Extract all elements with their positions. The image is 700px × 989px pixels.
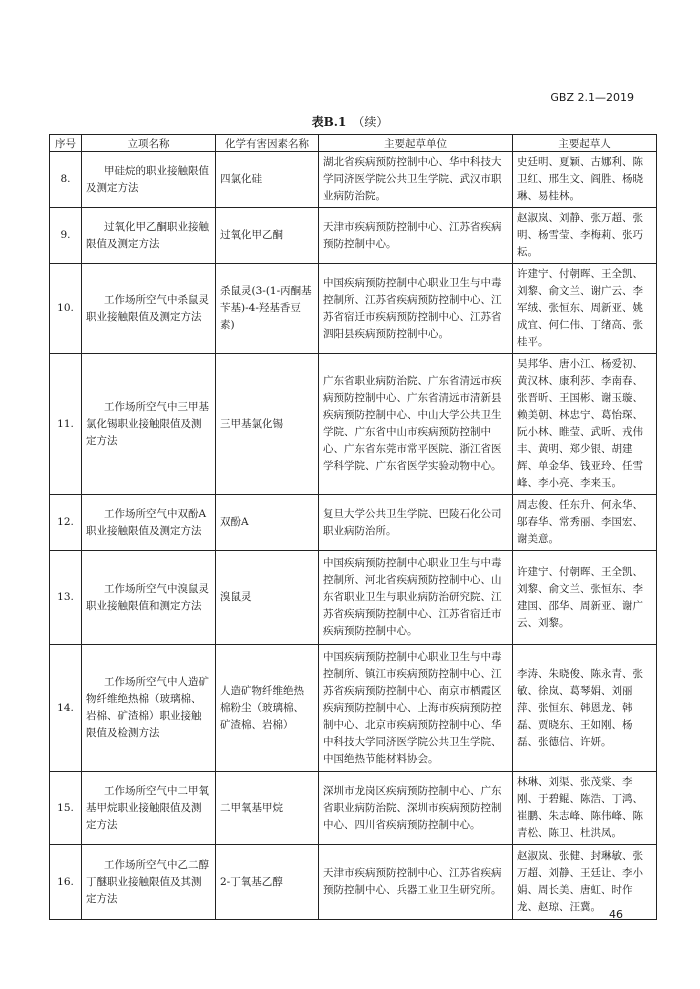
- header-drafting-units: 主要起草单位: [319, 135, 513, 152]
- row-chemical-agent: 过氧化甲乙酮: [216, 208, 319, 264]
- row-drafting-units: 中国疾病预防控制中心职业卫生与中毒控制所、江苏省疾病预防控制中心、江苏省宿迁市疾病预防控制中心、江苏省泗阳县疾病预防控制中心。: [319, 264, 513, 354]
- row-drafters: 许建宁、付朝晖、王全凯、刘黎、俞文兰、张恒东、李建国、邵华、周新亚、谢广云、刘黎。: [513, 551, 657, 645]
- table-row: [50, 495, 657, 551]
- table-row: [50, 772, 657, 845]
- row-drafting-units: 深圳市龙岗区疾病预防控制中心、广东省职业病防治院、深圳市疾病预防控制中心、四川省疾病预防控制中心。: [319, 772, 513, 845]
- table-caption: [0, 113, 700, 130]
- table-row: [50, 152, 657, 208]
- table-header-row: [50, 135, 657, 152]
- row-drafting-units: 广东省职业病防治院、广东省清远市疾病预防控制中心、广东省清远市清新县疾病预防控制中心、中山大学公共卫生学院、广东省中山市疾病预防控制中心、广东省东莞市常平医院、浙江省医学科学院、广东省医学实验动物中心。: [319, 354, 513, 495]
- header-project-name: 立项名称: [82, 135, 216, 152]
- row-drafters: 史廷明、夏颖、古娜利、陈卫红、邢生文、阎胜、杨晓琳、易桂林。: [513, 152, 657, 208]
- row-project-name: 工作场所空气中乙二醇丁醚职业接触限值及其测定方法: [82, 845, 216, 920]
- row-chemical-agent: 人造矿物纤维绝热棉粉尘（玻璃棉、矿渣棉、岩棉）: [216, 645, 319, 772]
- row-project-name: 工作场所空气中人造矿物纤维绝热棉（玻璃棉、岩棉、矿渣棉）职业接触限值及检测方法: [82, 645, 216, 772]
- row-chemical-agent: 双酚A: [216, 495, 319, 551]
- table-row: [50, 354, 657, 495]
- page-number: 46: [609, 908, 623, 921]
- row-project-name: 工作场所空气中双酚A职业接触限值及测定方法: [82, 495, 216, 551]
- row-project-name: 过氧化甲乙酮职业接触限值及测定方法: [82, 208, 216, 264]
- row-project-name: 工作场所空气中三甲基氯化锡职业接触限值及测定方法: [82, 354, 216, 495]
- table-row: [50, 645, 657, 772]
- row-chemical-agent: 三甲基氯化锡: [216, 354, 319, 495]
- table-caption-continued: （续）: [352, 115, 389, 129]
- row-seq: 9.: [50, 208, 82, 264]
- standard-code: GBZ 2.1—2019: [550, 91, 634, 104]
- row-project-name: 甲硅烷的职业接触限值及测定方法: [82, 152, 216, 208]
- header-seq: 序号: [50, 135, 82, 152]
- table-row: [50, 845, 657, 920]
- row-seq: 10.: [50, 264, 82, 354]
- row-drafting-units: 中国疾病预防控制中心职业卫生与中毒控制所、镇江市疾病预防控制中心、江苏省疾病预防控制中心、南京市栖霞区疾病预防控制中心、上海市疾病预防控制中心、北京市疾病预防控制中心、华中科技大学同济医学院公共卫生学院、中国绝热节能材料协会。: [319, 645, 513, 772]
- row-drafters: 吴邦华、唐小江、杨爱初、黄汉林、康利莎、李南春、张晋昕、王国彬、谢玉璇、赖美朝、林忠宁、葛怡琛、阮小林、睢莹、武昕、戎伟丰、黄明、郑少银、胡建辉、单金华、钱亚玲、任雪峰、李小亮、李来玉。: [513, 354, 657, 495]
- table-row: [50, 208, 657, 264]
- row-drafters: 林琳、刘渠、张茂棠、李刚、于碧鲲、陈浩、丁鸿、崔鹏、朱志峰、陈伟峰、陈青松、陈卫、杜洪凤。: [513, 772, 657, 845]
- drafters-table: [49, 134, 657, 920]
- row-chemical-agent: 溴鼠灵: [216, 551, 319, 645]
- row-seq: 15.: [50, 772, 82, 845]
- row-seq: 14.: [50, 645, 82, 772]
- row-seq: 11.: [50, 354, 82, 495]
- row-project-name: 工作场所空气中溴鼠灵职业接触限值和测定方法: [82, 551, 216, 645]
- row-drafters: 许建宁、付朝晖、王全凯、刘黎、俞文兰、谢广云、李军绒、张恒东、周新亚、姚成宜、何仁伟、丁绪高、张桂平。: [513, 264, 657, 354]
- row-chemical-agent: 二甲氧基甲烷: [216, 772, 319, 845]
- row-chemical-agent: 四氯化硅: [216, 152, 319, 208]
- header-chemical-agent: 化学有害因素名称: [216, 135, 319, 152]
- row-seq: 8.: [50, 152, 82, 208]
- row-seq: 12.: [50, 495, 82, 551]
- row-project-name: 工作场所空气中杀鼠灵职业接触限值及测定方法: [82, 264, 216, 354]
- row-drafting-units: 中国疾病预防控制中心职业卫生与中毒控制所、河北省疾病预防控制中心、山东省职业卫生与职业病防治研究院、江苏省疾病预防控制中心、江苏省宿迁市疾病预防控制中心。: [319, 551, 513, 645]
- row-seq: 16.: [50, 845, 82, 920]
- row-drafters: 赵淑岚、刘静、张万超、张明、杨雪莹、李梅莉、张巧耘。: [513, 208, 657, 264]
- table-row: [50, 551, 657, 645]
- table-caption-title: 表B.1: [311, 115, 347, 129]
- row-drafting-units: 天津市疾病预防控制中心、江苏省疾病预防控制中心。: [319, 208, 513, 264]
- row-drafting-units: 天津市疾病预防控制中心、江苏省疾病预防控制中心、兵器工业卫生研究所。: [319, 845, 513, 920]
- row-drafting-units: 湖北省疾病预防控制中心、华中科技大学同济医学院公共卫生学院、武汉市职业病防治院。: [319, 152, 513, 208]
- row-drafters: 周志俊、任东升、何永华、邬春华、常秀丽、李国宏、谢美意。: [513, 495, 657, 551]
- row-drafters: 李涛、朱晓俊、陈永青、张敏、徐岚、葛琴娟、刘丽萍、张恒东、韩恩龙、韩磊、贾晓东、王如刚、杨磊、张德信、许妍。: [513, 645, 657, 772]
- table-row: [50, 264, 657, 354]
- header-drafters: 主要起草人: [513, 135, 657, 152]
- row-project-name: 工作场所空气中二甲氧基甲烷职业接触限值及测定方法: [82, 772, 216, 845]
- row-chemical-agent: 杀鼠灵(3-(1-丙酮基苄基)-4-羟基香豆素): [216, 264, 319, 354]
- row-drafting-units: 复旦大学公共卫生学院、巴陵石化公司职业病防治所。: [319, 495, 513, 551]
- row-drafters: 赵淑岚、张健、封琳敏、张万超、刘静、王廷让、李小娟、周长美、唐虹、时作龙、赵琼、汪冀。: [513, 845, 657, 920]
- row-chemical-agent: 2-丁氧基乙醇: [216, 845, 319, 920]
- row-seq: 13.: [50, 551, 82, 645]
